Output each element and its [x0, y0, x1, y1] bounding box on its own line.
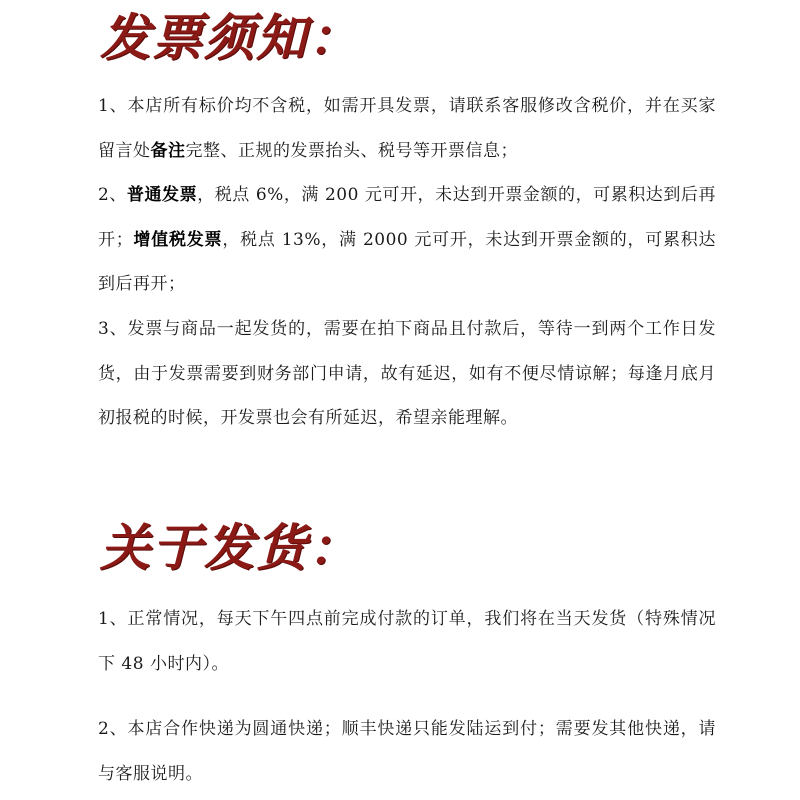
item-text-bold: 备注 [150, 140, 186, 161]
item-number: 2、 [98, 719, 128, 739]
item-text: 发票与商品一起发货的，需要在拍下商品且付款后，等待一到两个工作日发货，由于发票需要到财务部门申请，故有延迟，如有不便尽情谅解；每逢月底月初报税的时候，开发票也会有所延迟，希望亲能理解。 [98, 319, 716, 428]
shipping-item-1 [98, 597, 716, 686]
item-number: 3、 [98, 319, 128, 339]
item-number: 1、 [98, 96, 128, 116]
invoice-item-1 [98, 84, 716, 173]
item-number: 1、 [98, 609, 128, 629]
item-text: 本店所有标价均不含税，如需开具发票，请联系客服修改含税价，并在买家留言处 [98, 96, 716, 161]
item-text-bold: 增值税发票 [133, 229, 223, 250]
item-text: ，税点 13%，满 2000 元可开，未达到开票金额的，可累积达到后再开； [98, 229, 717, 294]
shipping-heading: 关于发货： [100, 518, 360, 577]
invoice-item-3 [98, 307, 716, 441]
item-text: 本店合作快递为圆通快递；顺丰快递只能发陆运到付；需要发其他快递，请与客服说明。 [98, 719, 716, 784]
shipping-item-2 [98, 707, 716, 796]
item-text: 完整、正规的发票抬头、税号等开票信息； [185, 140, 518, 161]
invoice-notice-heading: 发票须知： [100, 8, 360, 67]
invoice-item-2 [98, 173, 716, 307]
item-number: 2、 [98, 185, 127, 205]
item-text: 正常情况，每天下午四点前完成付款的订单，我们将在当天发货（特殊情况下 48 小时内）。 [98, 609, 716, 674]
item-text: ，税点 6%，满 200 元可开，未达到开票金额的，可累积达到后再开； [98, 185, 716, 250]
item-text-bold: 普通发票 [126, 185, 198, 205]
